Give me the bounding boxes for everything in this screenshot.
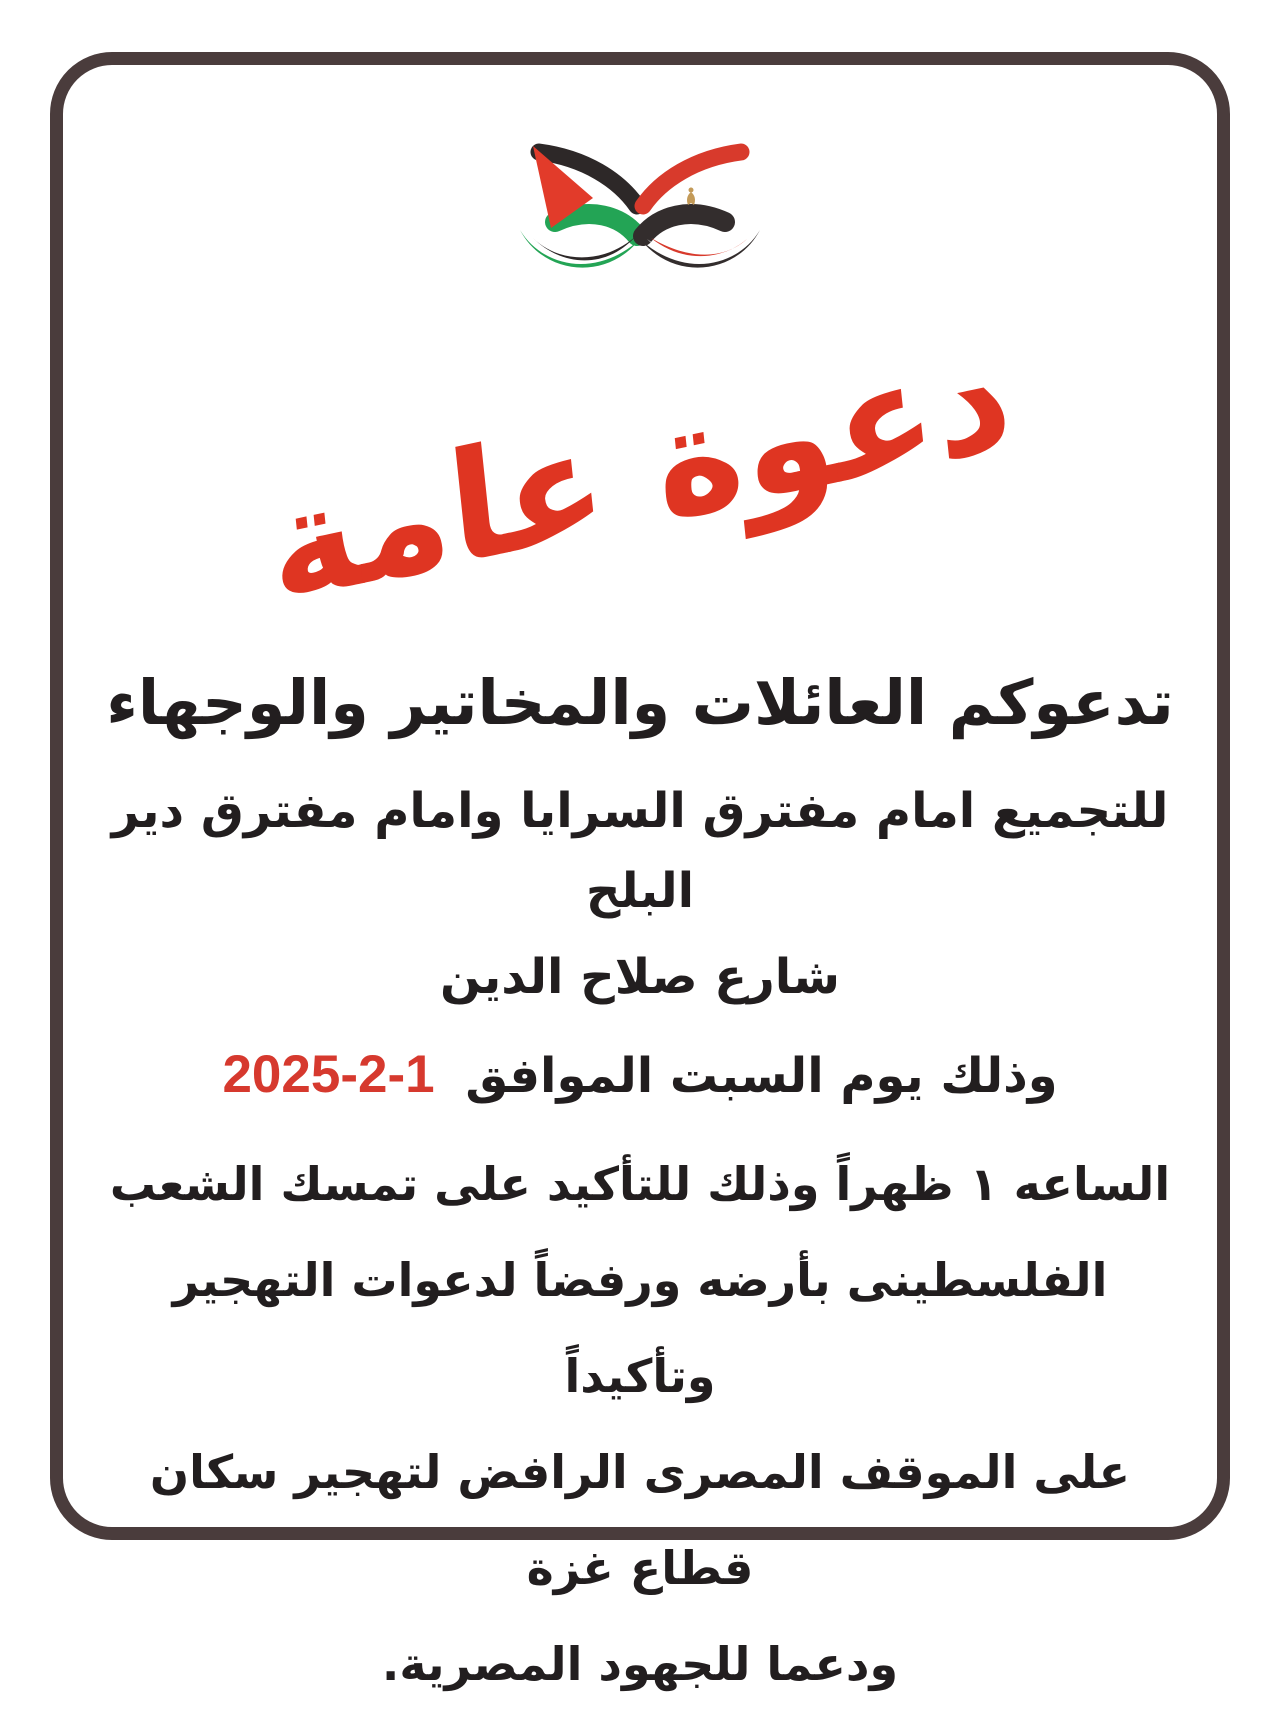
- invite-line: تدعوكم العائلات والمخاتير والوجهاء: [106, 666, 1174, 739]
- detail-line-2: الفلسطينى بأرضه ورفضاً لدعوات التهجير وتأكيداً: [172, 1253, 1108, 1403]
- detail-line-1: الساعه ١ ظهراً وذلك للتأكيد على تمسك الشعب: [109, 1157, 1171, 1211]
- title-calligraphy: دعوة عامة: [260, 306, 1020, 638]
- poster-border-frame: [50, 52, 1230, 1691]
- egypt-eagle-icon: [687, 188, 695, 206]
- detail-line-4: ودعما للجهود المصرية.: [381, 1637, 899, 1691]
- detail-line-3: على الموقف المصرى الرافض لتهجير سكان قطاع غزة: [149, 1445, 1131, 1595]
- gathering-line: للتجميع امام مفترق السرايا وامام مفترق دير البلح: [111, 783, 1169, 919]
- street-line: شارع صلاح الدين: [440, 949, 840, 1005]
- date-line-label: وذلك يوم السبت الموافق: [465, 1048, 1058, 1104]
- flags-emblem: [515, 140, 765, 280]
- event-date: 2025-2-1: [222, 1045, 435, 1104]
- palestine-egypt-flags-icon: [515, 140, 765, 280]
- body-text: [103, 650, 1177, 1712]
- date-line: [103, 1033, 1177, 1118]
